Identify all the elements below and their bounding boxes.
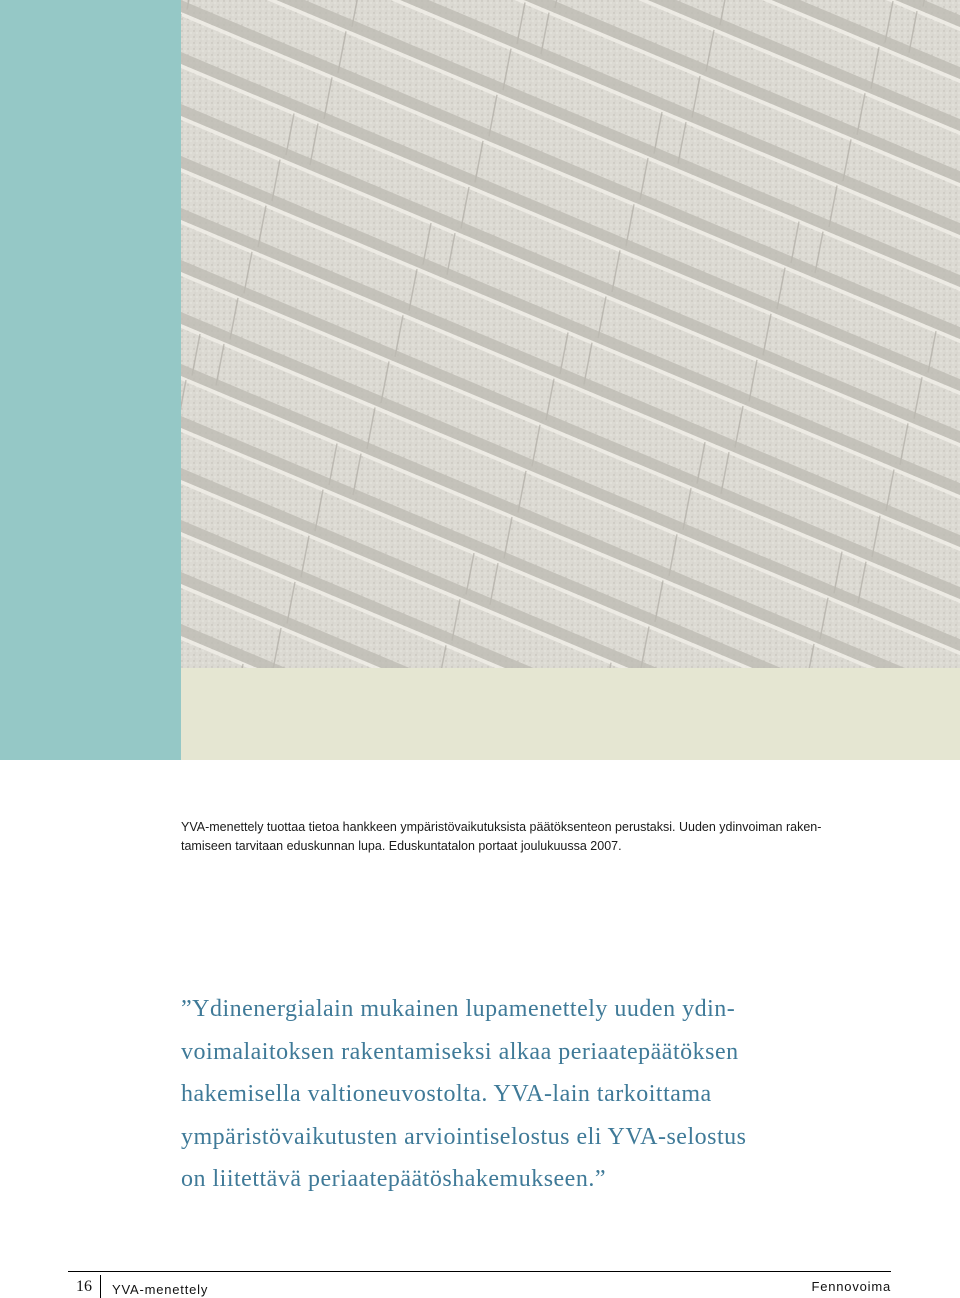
publisher-name: Fennovoima bbox=[811, 1279, 891, 1294]
quote-line: ”Ydinenergialain mukainen lupamenettely uuden ydin- bbox=[181, 996, 736, 1022]
quote-line: ympäristövaikutusten arviointiselostus eli YVA-selostus bbox=[181, 1123, 747, 1150]
sidebar-color-bar bbox=[0, 0, 181, 760]
quote-line: voimalaitoksen rakentamiseksi alkaa periaatepäätöksen bbox=[181, 1038, 739, 1065]
page-number: 16 bbox=[76, 1278, 92, 1295]
pull-quote bbox=[181, 988, 881, 1201]
footer-separator bbox=[100, 1275, 101, 1298]
section-title: YVA-menettely bbox=[112, 1282, 209, 1297]
caption-line: YVA-menettely tuottaa tietoa hankkeen ympäristövaikutuksista päätöksenteon perustaksi. Uuden ydinvoiman raken- bbox=[181, 820, 822, 834]
color-band bbox=[181, 668, 960, 760]
footer-rule bbox=[68, 1271, 891, 1272]
photo-caption bbox=[181, 818, 822, 856]
quote-line: on liitettävä periaatepäätöshakemukseen.” bbox=[181, 1166, 606, 1192]
quote-line: hakemisella valtioneuvostolta. YVA-lain tarkoittama bbox=[181, 1081, 712, 1107]
caption-line: tamiseen tarvitaan eduskunnan lupa. Eduskuntatalon portaat joulukuussa 2007. bbox=[181, 839, 622, 853]
stone-staircase-photo bbox=[181, 0, 960, 668]
